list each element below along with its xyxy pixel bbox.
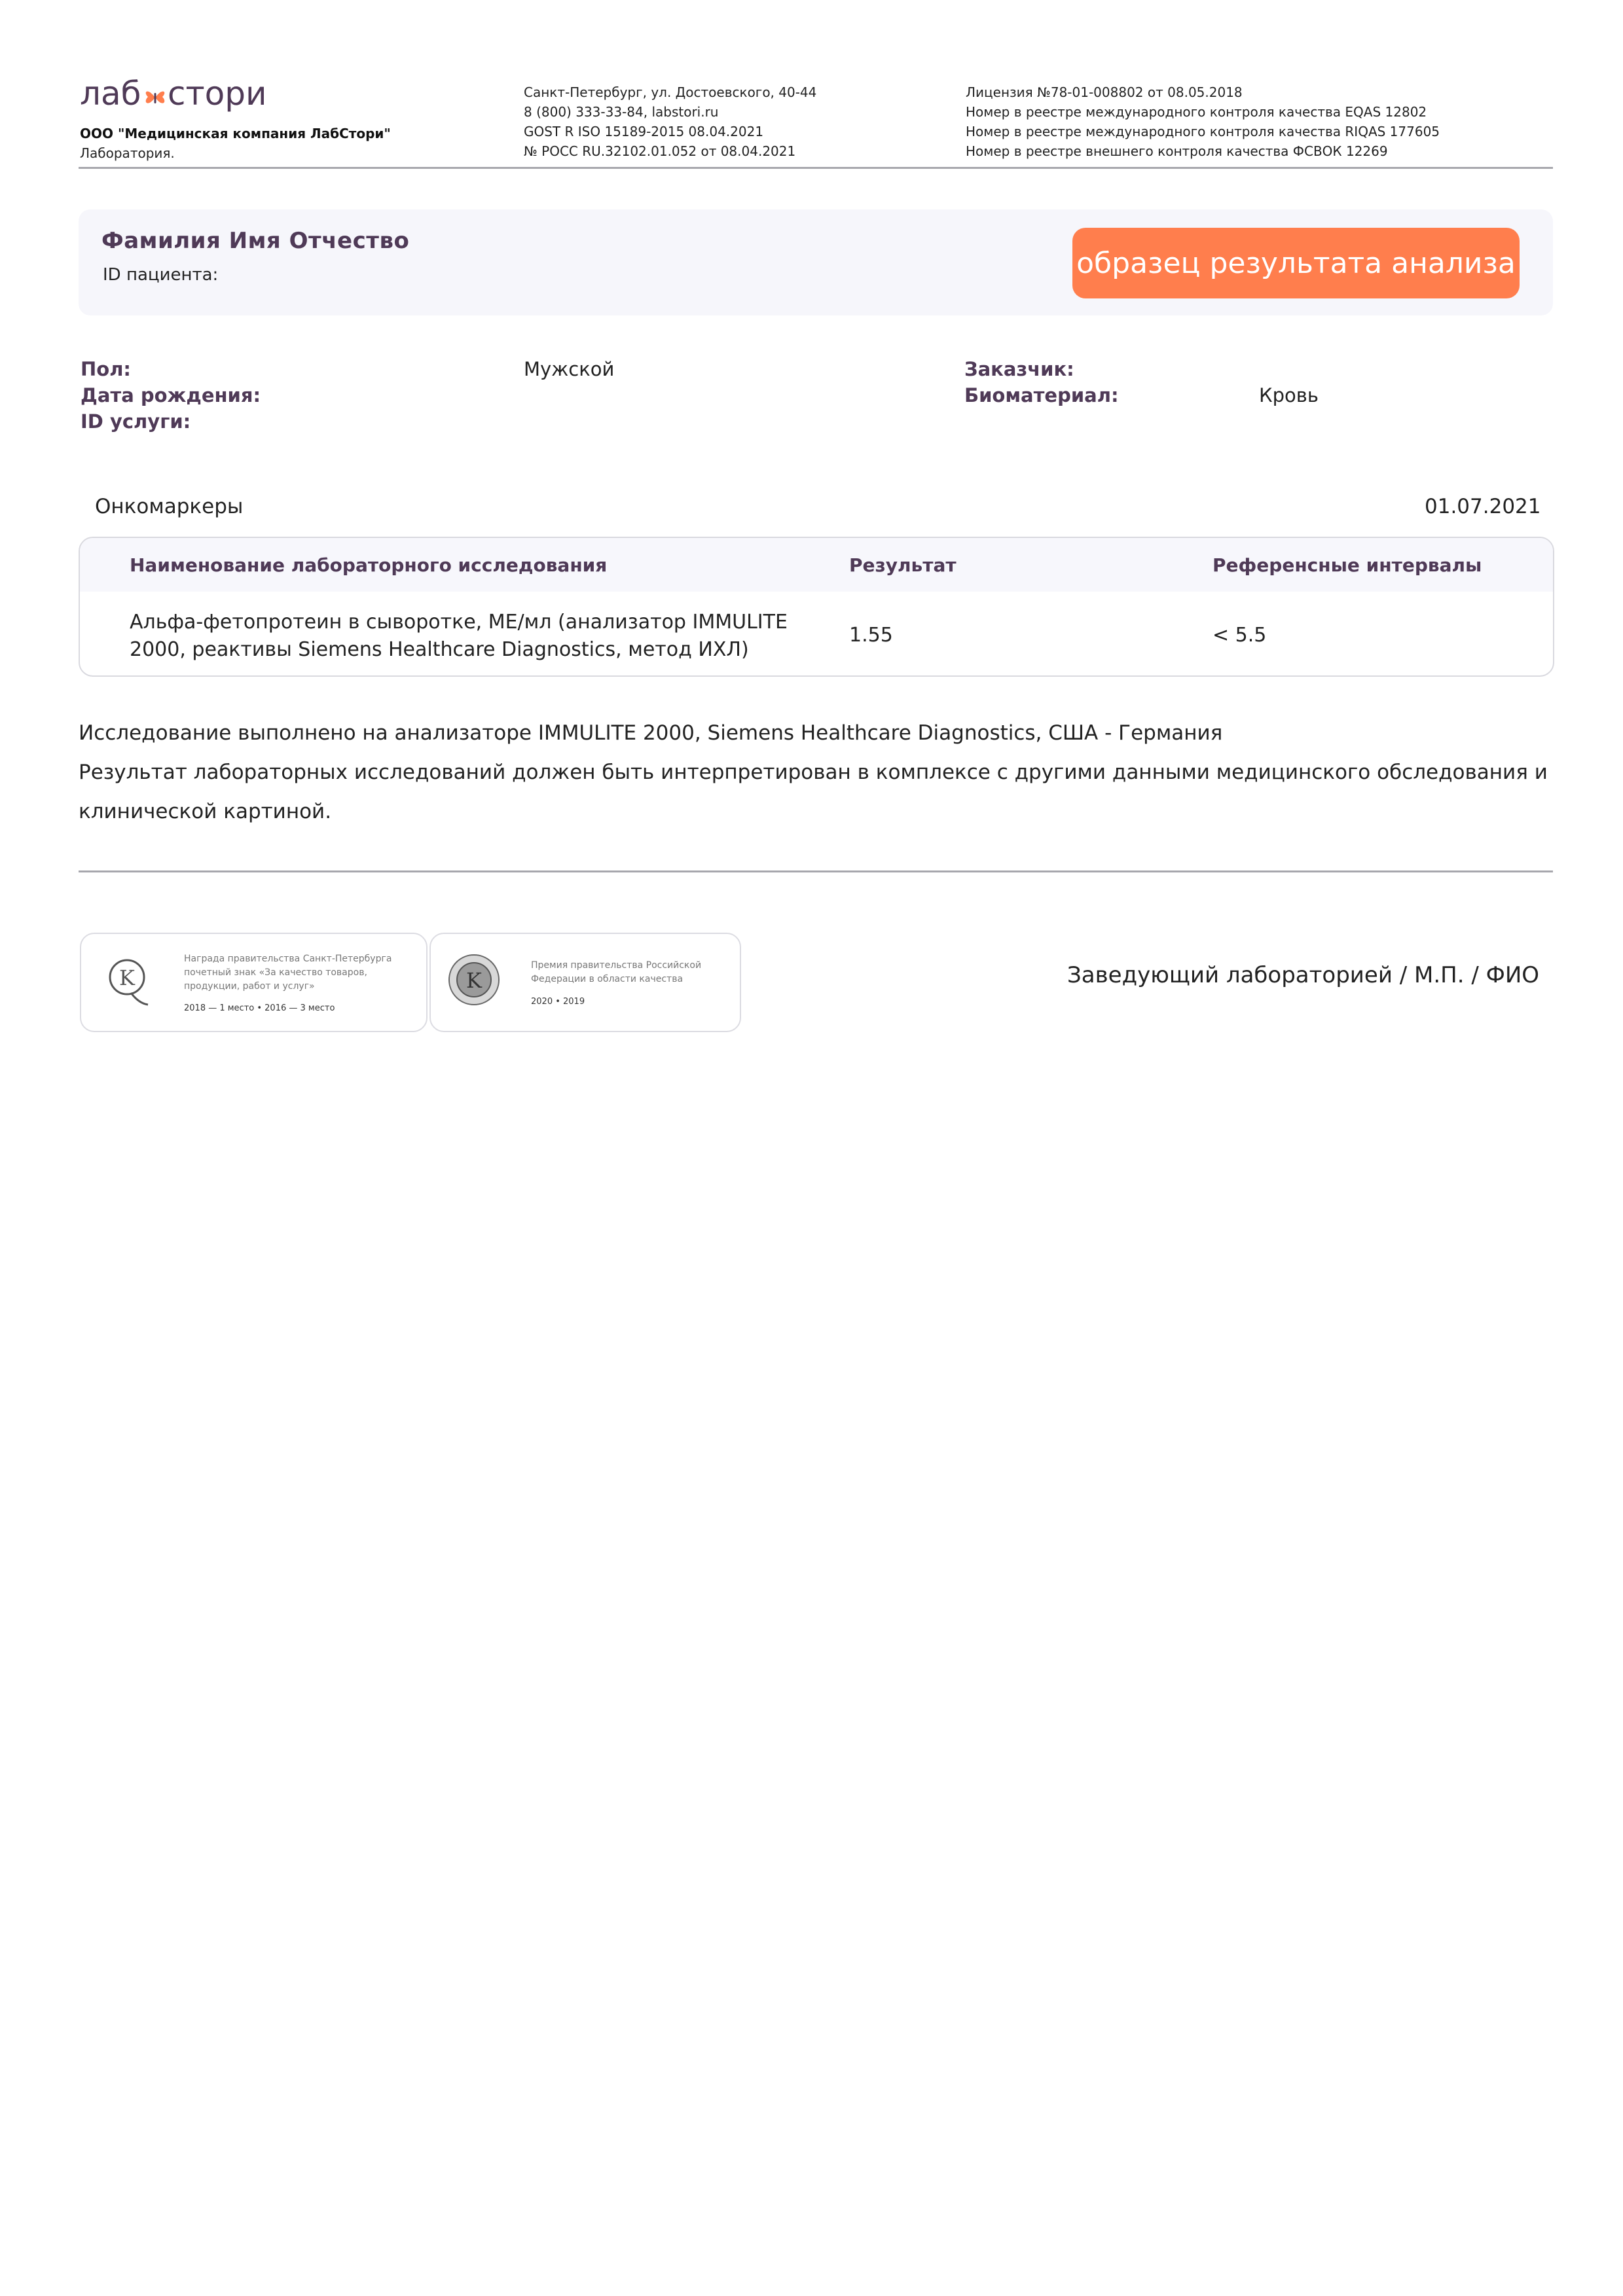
svg-text:K: K — [119, 965, 135, 990]
signature-line: Заведующий лабораторией / М.П. / ФИО — [1067, 962, 1540, 988]
riqas-line: Номер в реестре международного контроля качества RIQAS 177605 — [966, 124, 1440, 139]
test-result: 1.55 — [849, 624, 893, 647]
award-spb-text — [184, 952, 392, 994]
sex-label: Пол: — [81, 358, 132, 380]
svg-text:стори: стори — [168, 75, 267, 113]
table-header — [80, 538, 1553, 592]
eqas-line: Номер в реестре международного контроля качества EQAS 12802 — [966, 104, 1427, 120]
biomaterial-value: Кровь — [1259, 384, 1319, 406]
customer-label: Заказчик: — [964, 358, 1074, 380]
ross-line: № РОСС RU.32102.01.052 от 08.04.2021 — [524, 143, 796, 159]
service-id-label: ID услуги: — [81, 410, 191, 433]
biomaterial-label: Биоматериал: — [964, 384, 1119, 406]
gost-line: GOST R ISO 15189-2015 08.04.2021 — [524, 124, 764, 139]
sex-value: Мужской — [524, 358, 615, 380]
header-divider — [79, 167, 1553, 169]
award-rf-text — [531, 959, 701, 986]
note-interpretation: Результат лабораторных исследований должен быть интерпретирован в комплексе с другими данными медицинского обследования и — [79, 761, 1548, 784]
sample-result-badge: образец результата анализа — [1072, 228, 1520, 298]
results-table — [79, 537, 1554, 677]
phone-site-line: 8 (800) 333-33-84, labstori.ru — [524, 104, 719, 120]
labstori-logo — [80, 73, 276, 119]
award-card-rf — [429, 933, 741, 1032]
test-name — [130, 609, 788, 664]
company-name: ООО "Медицинская компания ЛабСтори" — [80, 126, 391, 141]
test-reference: < 5.5 — [1213, 624, 1267, 647]
award-card-spb — [80, 933, 428, 1032]
patient-name: Фамилия Имя Отчество — [101, 228, 410, 254]
award-spb-line1: Награда правительства Санкт-Петербурга — [184, 954, 392, 964]
footer-divider — [79, 870, 1553, 872]
award-spb-years: 2018 — 1 место • 2016 — 3 место — [184, 1003, 335, 1013]
quality-k-icon — [105, 952, 151, 1011]
fsvok-line: Номер в реестре внешнего контроля качества ФСВОК 12269 — [966, 143, 1388, 159]
award-rf-line1: Премия правительства Российской — [531, 960, 702, 971]
contacts-block — [524, 82, 816, 161]
patient-id-label: ID пациента: — [103, 265, 219, 285]
note-interpretation-cont: клинической картиной. — [79, 800, 332, 823]
col-header-test-name: Наименование лабораторного исследования — [130, 554, 608, 576]
test-name-line1: Альфа-фетопротеин в сыворотке, МЕ/мл (анализатор IMMULITE — [130, 611, 788, 634]
svg-text:K: K — [466, 968, 482, 993]
award-spb-line2: почетный знак «За качество товаров, — [184, 967, 367, 978]
note-analyzer: Исследование выполнено на анализаторе IMMULITE 2000, Siemens Healthcare Diagnostics, США - Германия — [79, 721, 1223, 745]
section-date: 01.07.2021 — [1425, 495, 1541, 518]
col-header-reference: Референсные интервалы — [1213, 554, 1482, 576]
licenses-block — [966, 82, 1440, 161]
license-line: Лицензия №78-01-008802 от 08.05.2018 — [966, 84, 1243, 100]
quality-emblem-icon — [448, 954, 507, 1013]
test-name-line2: 2000, реактивы Siemens Healthcare Diagnostics, метод ИХЛ) — [130, 638, 749, 661]
company-subtitle: Лаборатория. — [80, 145, 175, 161]
col-header-result: Результат — [849, 554, 957, 576]
butterfly-icon — [146, 92, 165, 103]
birth-date-label: Дата рождения: — [81, 384, 261, 406]
address-line: Санкт-Петербург, ул. Достоевского, 40-44 — [524, 84, 817, 100]
svg-text:лаб: лаб — [80, 75, 141, 113]
section-title: Онкомаркеры — [95, 495, 244, 518]
award-rf-years: 2020 • 2019 — [531, 997, 585, 1007]
award-spb-line3: продукции, работ и услуг» — [184, 981, 315, 992]
award-rf-line2: Федерации в области качества — [531, 974, 684, 984]
